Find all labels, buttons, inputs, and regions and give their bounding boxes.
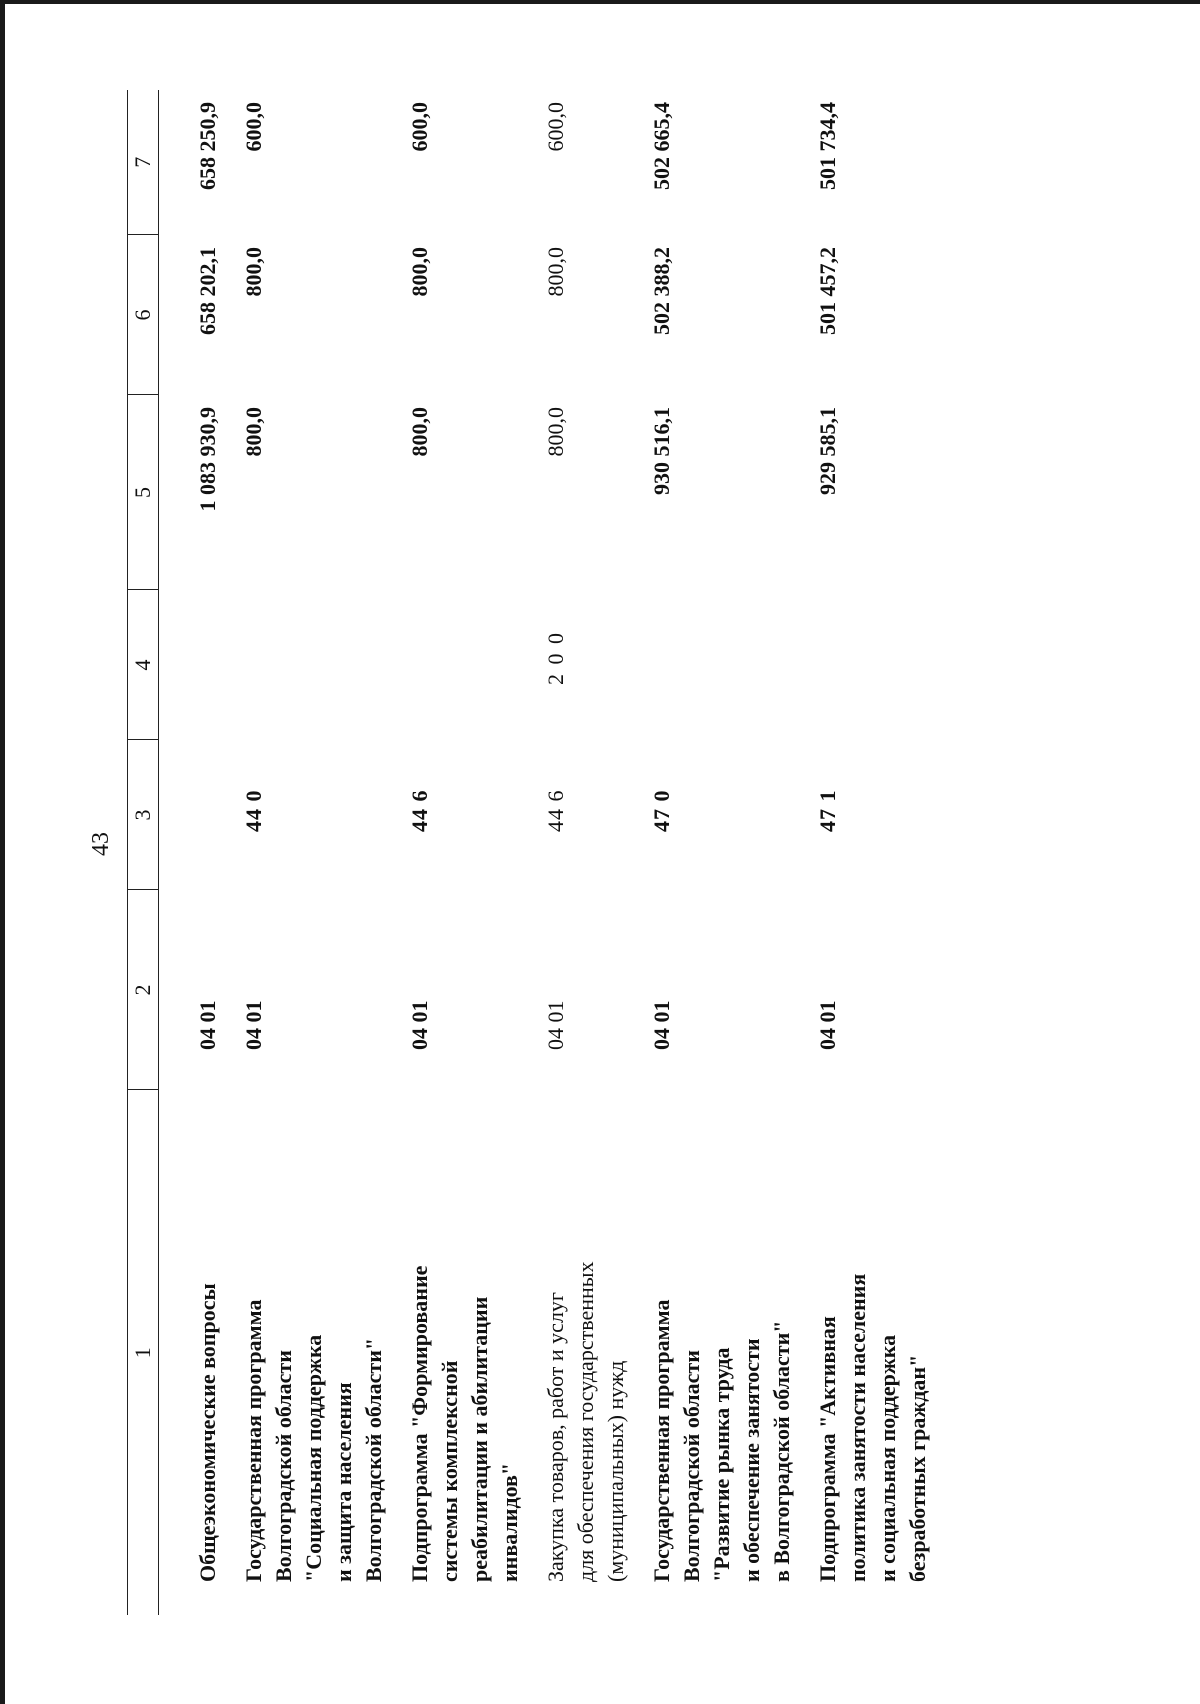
column-header-1: 1 [128,1090,159,1615]
row-value-col5: 930 516,1 [649,407,674,495]
row-target-code: 44 6 [407,789,432,832]
row-name: Общеэкономические вопросы [195,1283,220,1582]
row-section-code: 04 01 [543,1000,568,1050]
row-value-col6: 502 388,2 [649,247,674,335]
row-value-col5: 800,0 [407,407,432,457]
row-expense-code [159,590,240,740]
row-target-code: 47 0 [649,789,674,832]
table-row [239,90,405,1615]
row-value-col5: 800,0 [241,407,266,457]
row-name: Закупка товаров, работ и услуг для обеспечения государственных (муниципальных) нужд [543,1261,628,1582]
table-row [159,90,240,1615]
column-header-4: 4 [128,590,159,740]
column-header-3: 3 [128,740,159,890]
row-value-col6: 800,0 [241,247,266,297]
row-expense-code: 2 0 0 [543,631,568,685]
scan-edge-top [0,0,1200,4]
row-section-code: 04 01 [815,1000,840,1050]
row-target-code: 47 1 [815,789,840,832]
row-value-col6: 800,0 [407,247,432,297]
row-value-col7: 600,0 [543,102,568,152]
column-header-5: 5 [128,395,159,590]
table-row [813,90,949,1615]
row-value-col5: 800,0 [543,407,568,457]
row-value-col7: 501 734,4 [815,102,840,190]
row-section-code: 04 01 [649,1000,674,1050]
row-value-col7: 600,0 [407,102,432,152]
row-value-col5: 1 083 930,9 [195,407,220,512]
row-target-code [159,740,240,890]
table-row [405,90,541,1615]
row-value-col6: 501 457,2 [815,247,840,335]
header-row [128,90,159,1615]
row-value-col6: 658 202,1 [195,247,220,335]
scan-edge-left [0,0,5,1704]
row-section-code: 04 01 [195,1000,220,1050]
row-expense-code [405,590,541,740]
row-target-code: 44 6 [543,789,568,832]
row-section-code: 04 01 [241,1000,266,1050]
row-name: Подпрограмма "Активная политика занятости населения и социальная поддержка безработных граждан" [815,1273,930,1582]
row-value-col7: 502 665,4 [649,102,674,190]
column-header-7: 7 [128,90,159,235]
row-expense-code [239,590,405,740]
row-value-col5: 929 585,1 [815,407,840,495]
row-name: Подпрограмма "Формирование системы комплексной реабилитации и абилитации инвалидов" [407,1265,522,1582]
row-expense-code [647,590,813,740]
row-value-col7: 600,0 [241,102,266,152]
row-expense-code [813,590,949,740]
row-section-code: 04 01 [407,1000,432,1050]
budget-table [127,90,949,1615]
table-row [541,90,647,1615]
table-row [647,90,813,1615]
row-value-col7: 658 250,9 [195,102,220,190]
row-value-col6: 800,0 [543,247,568,297]
row-target-code: 44 0 [241,789,266,832]
column-header-2: 2 [128,890,159,1090]
budget-table-container [127,90,1177,1615]
column-header-6: 6 [128,235,159,395]
page-number: 43 [88,832,114,856]
row-name: Государственная программа Волгоградской области "Развитие рынка труда и обеспечение занятости в Волгоградской области" [649,1299,794,1582]
row-name: Государственная программа Волгоградской области "Социальная поддержка и защита населения Волгоградской области" [241,1299,386,1582]
